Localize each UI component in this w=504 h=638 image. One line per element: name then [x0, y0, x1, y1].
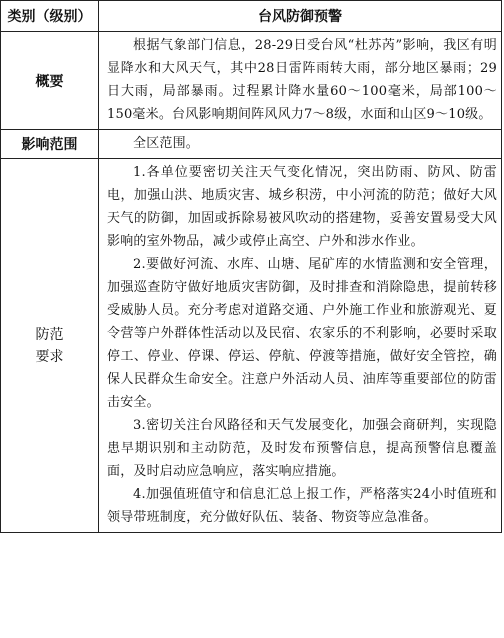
requirement-item-2: 2.要做好河流、水库、山塘、尾矿库的水情监测和安全管理，加强巡查防守做好地质灾害防御，及时排查和消除隐患，提前转移受威胁人员。充分考虑对道路交通、户外施工作业和旅游观光、夏令营等户外群体性活动以及民宿、农家乐的不利影响，必要时采取停工、停业、停课、停运、停航、停渡等措施，做好安全管控，确保人民群众生命安全。注意户外活动人员、油库等重要部位的防雷击安全。 — [107, 257, 497, 410]
requirement-item-4: 4.加强值班值守和信息汇总上报工作，严格落实24小时值班和领导带班制度，充分做好队伍、装备、物资等应急准备。 — [107, 487, 497, 525]
requirement-item-3: 3.密切关注台风路径和天气发展变化，加强会商研判，实现隐患早期识别和主动防范，及时发布预警信息，提高预警信息覆盖面，及时启动应急响应，落实响应措施。 — [107, 418, 497, 479]
summary-cell — [99, 32, 502, 130]
scope-label: 影响范围 — [1, 130, 99, 159]
header-row — [1, 1, 502, 32]
summary-text: 根据气象部门信息，28-29日受台风“杜苏芮”影响，我区有明显降水和大风天气，其中28日雷阵雨转大雨，部分地区暴雨；29日大雨，局部暴雨。过程累计降水量60～100毫米，局部100～150毫米。台风影响期间阵风风力7～8级，水面和山区9～10级。 — [107, 38, 497, 122]
scope-row — [1, 130, 502, 159]
summary-label: 概要 — [1, 32, 99, 130]
requirements-cell — [99, 159, 502, 533]
table-title: 台风防御预警 — [99, 1, 502, 32]
requirements-label — [1, 159, 99, 533]
scope-cell — [99, 130, 502, 159]
category-header: 类别（级别） — [1, 1, 99, 32]
requirements-label-line2: 要求 — [35, 348, 64, 365]
requirements-row — [1, 159, 502, 533]
requirements-label-line1: 防范 — [35, 326, 64, 343]
summary-row — [1, 32, 502, 130]
scope-text: 全区范围。 — [133, 136, 200, 151]
requirement-item-1: 1.各单位要密切关注天气变化情况，突出防雨、防风、防雷电，加强山洪、地质灾害、城乡积涝，中小河流的防范；做好大风天气的防御，加固或拆除易被风吹动的搭建物，妥善安置易受大风影响的室外物品，减少或停止高空、户外和涉水作业。 — [107, 165, 497, 249]
